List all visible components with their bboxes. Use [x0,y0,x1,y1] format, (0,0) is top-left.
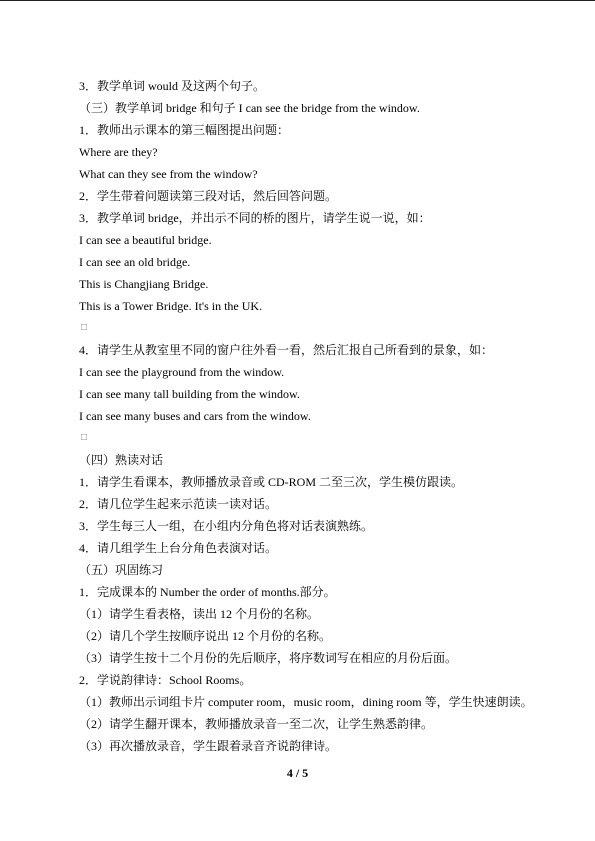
sub-list-item: （2）请学生翻开课本，教师播放录音一至二次，让学生熟悉韵律。 [79,717,434,731]
sub-list-item: （1）请学生看表格，读出 12 个月份的名称。 [79,607,320,621]
example-sentence: I can see a beautiful bridge. [79,233,212,247]
list-item: 1．完成课本的 Number the order of months.部分。 [79,585,336,599]
list-item: 1．请学生看课本，教师播放录音或 CD-ROM 二至三次，学生模仿跟读。 [79,475,464,489]
sub-list-item: （1）教师出示词组卡片 computer room，music room，dining room 等，学生快速朗读。 [79,695,533,709]
sub-list-item: （2）请几个学生按顺序说出 12 个月份的名称。 [79,629,332,643]
example-sentence: This is a Tower Bridge. It's in the UK. [79,299,263,313]
section-heading: （四）熟读对话 [79,453,164,467]
list-item: 2．学生带着问题读第三段对话，然后回答问题。 [79,189,338,203]
list-item: 4．请学生从教室里不同的窗户往外看一看，然后汇报自己所看到的景象，如： [79,343,494,357]
list-item: 2．学说韵律诗：School Rooms。 [79,673,252,687]
sub-list-item: （3）再次播放录音，学生跟着录音齐说韵律诗。 [79,739,338,753]
list-item: 3．教学单词 would 及这两个句子。 [79,79,266,93]
list-item: 3．教学单词 bridge，并出示不同的桥的图片，请学生说一说，如： [79,211,431,225]
image-placeholder-icon: □ [81,322,88,333]
document-body [79,75,579,757]
list-item: 3．学生每三人一组，在小组内分角色将对话表演熟练。 [79,519,374,533]
example-sentence: What can they see from the window? [79,167,258,181]
list-item: 4．请几组学生上台分角色表演对话。 [79,541,278,555]
list-item: 2．请几位学生起来示范读一读对话。 [79,497,278,511]
example-sentence: This is Changjiang Bridge. [79,277,209,291]
example-sentence: Where are they? [79,145,158,159]
example-sentence: I can see the playground from the window. [79,365,285,379]
example-sentence: I can see an old bridge. [79,255,191,269]
example-sentence: I can see many buses and cars from the window. [79,409,311,423]
image-placeholder-icon: □ [81,432,88,443]
sub-list-item: （3）请学生按十二个月份的先后顺序，将序数词写在相应的月份后面。 [79,651,458,665]
list-item: 1．教师出示课本的第三幅图提出问题： [79,123,290,137]
section-heading: （五）巩固练习 [79,563,164,577]
page-top-rule [0,0,595,1]
example-sentence: I can see many tall building from the window. [79,387,300,401]
page-number: 4 / 5 [286,766,309,780]
section-heading: （三）教学单词 bridge 和句子 I can see the bridge from the window. [79,101,420,115]
